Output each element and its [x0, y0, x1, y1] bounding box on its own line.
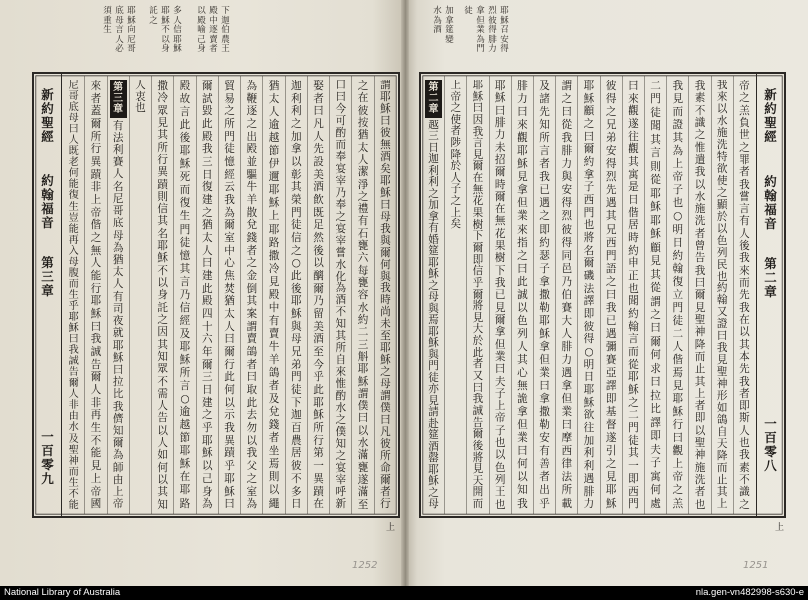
text-column [173, 76, 195, 514]
column-text: 二 門 徒 聞 其 言 則 從 耶 穌 耶 穌 顧 見 其 從 謂 之 曰 爾 何 求 曰 拉 比 譯 即 夫 子 寓 何 處 [650, 80, 661, 510]
margin-note: 拿 但 業 為 門 [476, 6, 485, 55]
page-number: 一 百 零 八 [764, 416, 777, 473]
column-text: 口 曰 今 可 酌 而 奉 宴 宰 乃 奉 之 宴 宰 嘗 水 化 為 酒 不 知 其 所 自 來 惟 酌 水 之 僕 知 之 宴 宰 呼 新 [335, 80, 347, 510]
margin-note: 耶 穌 不 以 身 [161, 6, 170, 55]
column-text: 娶 者 曰 凡 人 先 設 美 酒 飲 既 足 然 後 以 醨 爾 乃 留 美 酒 至 今 乎 此 耶 穌 所 行 第 一 異 蹟 在 [313, 80, 324, 511]
column-text: 猶 太 人 逾 越 節 伊 邇 耶 穌 上 耶 路 撒 冷 見 殿 中 有 賣 牛 羊 鴿 者 及 兌 錢 者 坐 焉 則 以 繩 [268, 80, 280, 510]
text-column [733, 76, 755, 514]
corner-mark: 上 [386, 523, 396, 533]
text-column [351, 76, 373, 514]
text-column [622, 76, 644, 514]
column-text: 貿 易 之 所 門 徒 憶 經 云 我 為 爾 室 中 心 焦 焚 猶 太 人 曰 爾 行 此 何 以 示 我 異 蹟 乎 耶 穌 曰 [224, 80, 235, 511]
text-column [444, 76, 466, 514]
text-column [555, 76, 577, 514]
column-text: 我 素 不 識 之 惟 遣 我 以 水 施 洗 者 曾 告 我 曰 爾 見 聖 神 降 而 止 其 上 者 即 以 聖 神 施 洗 者 也 [694, 80, 706, 511]
header-gospel-title: 約 翰 福 音 [41, 173, 54, 230]
text-column [511, 76, 533, 514]
corner-mark: 上 [775, 523, 785, 533]
margin-note: 耶 穌 召 安 得 [500, 6, 509, 55]
column-text: 越 三 日 迦 利 利 之 加 拿 有 婚 筵 耶 穌 之 母 與 焉 耶 穌 與 門 徒 亦 見 請 赴 筵 酒 罄 耶 穌 之 母 [428, 119, 439, 511]
text-body [423, 76, 755, 514]
header-gospel-title: 約 翰 福 音 [764, 174, 777, 231]
column-text: 為 鞭 逐 之 出 殿 並 驅 牛 羊 散 兌 錢 者 之 金 倒 其 案 謂 賣 鴿 者 曰 取 此 去 勿 以 我 父 之 室 為 [246, 80, 258, 511]
margin-note: 殿 中 逐 賣 者 [209, 6, 218, 55]
margin-note: 以 殿 喻 己 身 [197, 6, 206, 55]
text-column [107, 76, 129, 514]
text-body [63, 76, 396, 514]
header-book-title: 新 約 聖 經 [41, 87, 54, 144]
text-column [151, 76, 173, 514]
running-header [756, 74, 784, 516]
running-header [34, 74, 62, 516]
header-book-title: 新 約 聖 經 [764, 87, 777, 144]
column-text: 耶 穌 曰 因 我 言 見 爾 在 無 花 果 樹 下 爾 即 信 乎 爾 將 見 大 於 此 者 又 曰 我 誠 告 爾 後 將 見 天 開 而 [472, 80, 484, 511]
margin-notes-temple [196, 7, 231, 55]
text-column [196, 76, 218, 514]
page-frame [32, 72, 400, 518]
column-text: 迦 利 利 之 加 拿 以 彰 其 榮 門 徒 信 之 ○ 此 後 耶 穌 與 母 兄 弟 門 徒 下 迦 百 農 居 彼 不 多 日 [291, 80, 302, 511]
text-column [711, 76, 733, 514]
margin-notes-cana [432, 7, 455, 45]
margin-note: 耶 穌 向 尼 哥 [127, 6, 136, 55]
column-text: 耶 穌 曰 腓 力 未 招 爾 時 爾 在 無 花 果 樹 下 我 已 見 爾 拿 但 業 曰 夫 子 上 帝 子 也 以 色 列 王 也 [494, 80, 506, 511]
text-column [489, 76, 511, 514]
margin-note: 水 為 酒 [433, 6, 442, 36]
margin-notes-believers [148, 7, 183, 55]
text-column [218, 76, 240, 514]
column-text: 彼 得 之 兄 弟 安 得 烈 先 遇 其 兄 西 門 語 之 曰 我 已 遇 彌 賽 亞 譯 即 基 督 遂 引 之 見 耶 穌 [605, 80, 617, 510]
column-text: 謂 之 曰 從 我 腓 力 與 安 得 烈 彼 得 同 邑 乃 伯 賽 大 人 腓 力 遇 拿 但 業 曰 摩 西 律 法 所 載 [561, 80, 573, 510]
column-text: 我 見 而 證 其 為 上 帝 子 也 ○ 明 日 約 翰 復 立 門 徒 二 人 偕 焉 見 耶 穌 行 曰 觀 上 帝 之 羔 [672, 80, 684, 510]
text-column [688, 76, 710, 514]
margin-note: 託 之 [149, 6, 158, 26]
column-text: 撒 冷 眾 見 其 所 行 異 蹟 則 信 其 名 耶 穌 不 以 身 託 之 因 其 知 眾 不 需 人 告 以 人 如 何 以 其 知 [157, 80, 168, 511]
column-text: 曰 來 觀 遂 往 觀 其 寓 是 日 偕 居 時 約 申 正 也 聞 約 翰 言 而 從 耶 穌 之 二 門 徒 其 一 即 西 門 [628, 80, 639, 511]
column-text: 殿 故 言 此 後 耶 穌 死 而 復 生 門 徒 憶 其 言 乃 信 經 及 耶 穌 所 言 ○ 逾 越 節 耶 穌 在 耶 路 [179, 80, 191, 510]
margin-note: 須 重 生 [103, 6, 112, 36]
margin-note: 烈 彼 得 腓 力 [488, 6, 497, 55]
right-page [405, 0, 808, 586]
left-page [0, 0, 405, 586]
text-column [240, 76, 262, 514]
column-text: 及 諸 先 知 所 言 者 我 已 遇 之 即 約 瑟 子 拿 撒 勒 耶 穌 拿 但 業 曰 拿 撒 勒 安 有 善 者 出 乎 [539, 80, 550, 510]
margin-note: 底 母 言 人 必 [115, 6, 124, 55]
column-text: 尼 哥 底 母 曰 人 既 老 何 能 復 生 豈 能 再 入 母 腹 而 生 乎 耶 穌 曰 我 誠 告 爾 人 非 由 水 及 聖 神 而 生 不 能 [68, 80, 79, 511]
text-column [644, 76, 666, 514]
text-column [329, 76, 351, 514]
text-column [466, 76, 488, 514]
column-text: 之 在 彼 按 猶 太 人 潔 淨 之 禮 有 石 甕 六 每 甕 容 水 約 二 三 斛 耶 穌 謂 僕 曰 以 水 滿 甕 遂 滿 至 [357, 80, 369, 511]
column-text: 我 來 以 水 施 洗 特 欲 使 之 顯 於 以 色 列 民 也 約 翰 又 證 曰 我 見 聖 神 形 如 鴿 自 天 降 而 止 其 上 [716, 80, 728, 510]
margin-note: 多 人 信 耶 穌 [173, 6, 182, 55]
pencil-folio-number: 1252 [352, 560, 378, 571]
pencil-folio-number: 1251 [743, 560, 769, 571]
column-text: 爾 試 毀 此 殿 我 三 日 復 建 之 猶 太 人 曰 建 此 殿 四 十 六 年 爾 三 日 建 之 乎 耶 穌 以 己 身 為 [201, 80, 213, 511]
margin-note: 下 迦 伯 農 王 [221, 6, 230, 55]
header-chapter: 第 三 章 [41, 255, 54, 298]
margin-note: 加 拿 筵 變 [445, 6, 454, 45]
item-identifier: nla.gen-vn482998-s630-e [695, 587, 804, 598]
chapter-marker: 第 三 章 [110, 80, 127, 118]
column-text: 有 法 利 賽 人 名 尼 哥 底 母 為 猶 太 人 有 司 夜 就 耶 穌 曰 拉 比 我 儕 知 爾 為 師 由 上 帝 [112, 119, 124, 511]
text-column [307, 76, 329, 514]
text-column [577, 76, 599, 514]
text-column [84, 76, 106, 514]
text-column [374, 76, 396, 514]
text-column [423, 76, 444, 514]
text-column [666, 76, 688, 514]
margin-notes-nicodemus [102, 7, 137, 55]
text-column [129, 76, 151, 514]
margin-note: 徒 [464, 6, 473, 16]
binding-gutter [401, 0, 409, 586]
text-column [63, 76, 84, 514]
column-text: 來 者 蓋 爾 所 行 異 蹟 非 上 帝 偕 之 無 人 能 行 耶 穌 曰 我 誠 告 爾 人 非 再 生 不 能 見 上 帝 國 [90, 80, 102, 511]
text-column [533, 76, 555, 514]
margin-notes-disciples [463, 7, 510, 55]
column-text: 帝 之 羔 負 世 之 罪 者 我 嘗 言 有 人 後 我 來 而 先 我 在 以 其 本 先 我 者 即 斯 人 也 我 素 不 識 之 [739, 80, 750, 511]
text-column [285, 76, 307, 514]
page-number: 一 百 零 九 [41, 429, 54, 486]
page-frame [419, 72, 786, 518]
text-column [600, 76, 622, 514]
library-footer-bar [0, 586, 808, 600]
column-text: 耶 穌 顧 之 曰 爾 約 拿 子 西 門 也 將 名 爾 磯 法 譯 即 彼 得 ○ 明 日 耶 穌 欲 往 加 利 利 遇 腓 力 [583, 80, 595, 511]
column-text: 人 衷 也 [135, 80, 146, 115]
header-chapter: 第 二 章 [764, 256, 777, 299]
column-text: 謂 耶 穌 曰 彼 無 酒 矣 耶 穌 曰 母 我 與 爾 何 與 我 時 尚 未 至 耶 穌 之 母 謂 僕 曰 凡 彼 所 命 爾 者 行 [380, 80, 391, 510]
library-name: National Library of Australia [4, 587, 121, 598]
text-column [262, 76, 284, 514]
chapter-marker: 第 二 章 [425, 80, 442, 118]
column-text: 上 帝 之 使 者 陟 降 於 人 子 之 上 矣 [450, 80, 462, 231]
column-text: 腓 力 曰 來 觀 耶 穌 見 拿 但 業 來 指 之 曰 此 誠 以 色 列 人 其 心 無 詭 拿 但 業 曰 何 以 知 我 [517, 80, 528, 510]
